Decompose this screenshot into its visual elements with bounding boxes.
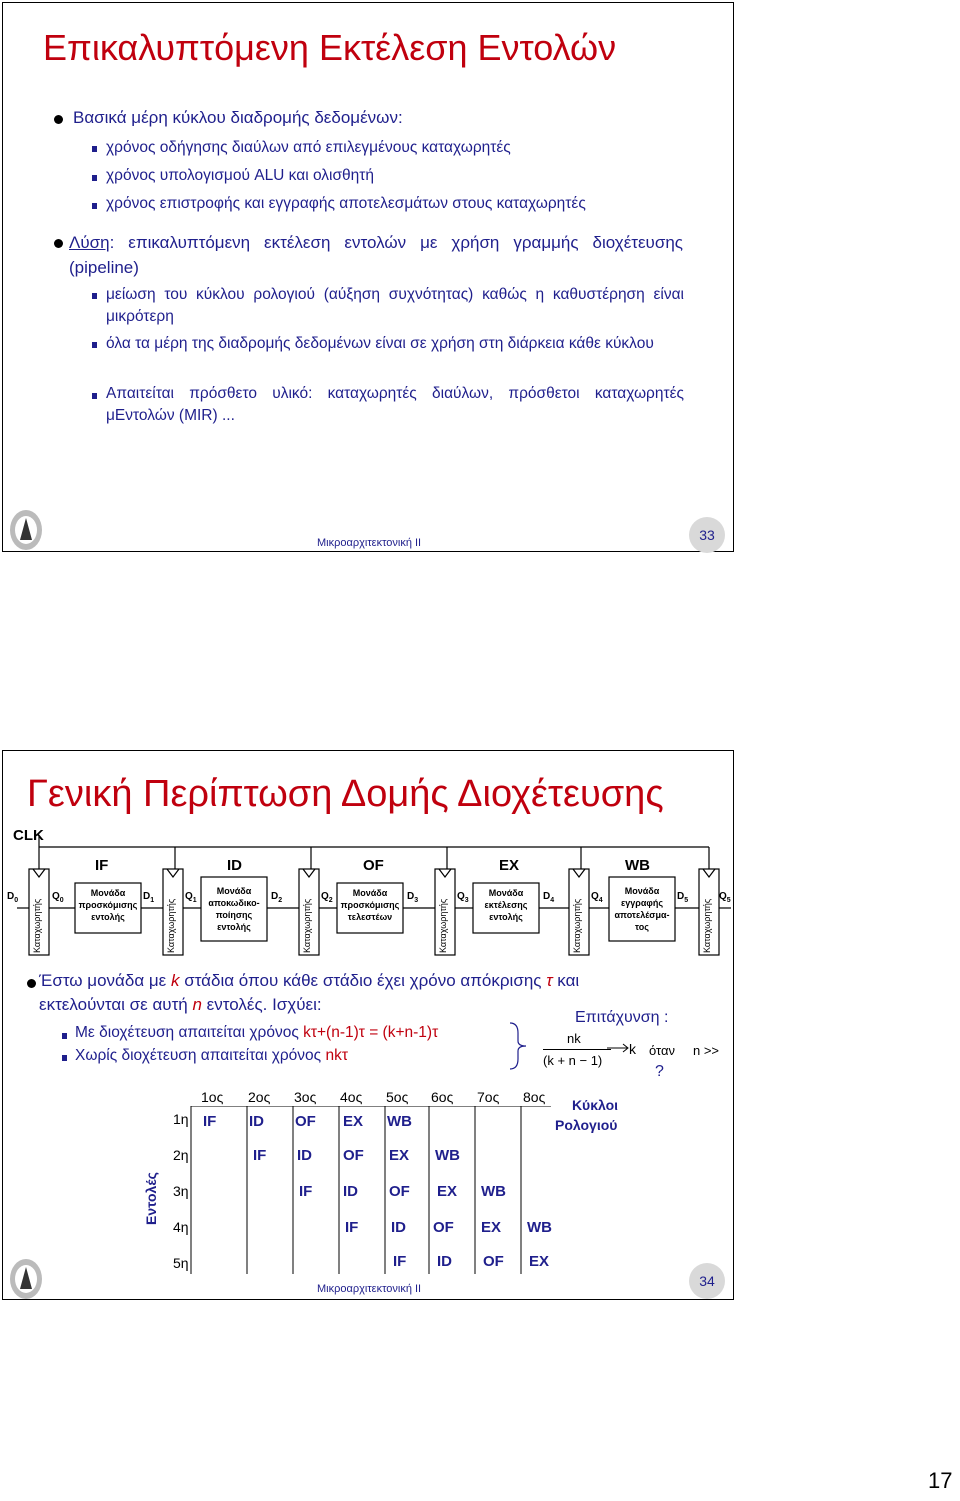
row-label: 4η bbox=[173, 1219, 189, 1235]
cell-id: ID bbox=[297, 1147, 312, 1164]
fraction-numerator: nk bbox=[567, 1031, 581, 1046]
clk-label: CLK bbox=[13, 827, 44, 844]
unit-of: Μονάδα προσκόμισης τελεστέων bbox=[340, 888, 400, 922]
unit-ex: Μονάδα εκτέλεσης εντολής bbox=[484, 888, 528, 922]
slide-number: 34 bbox=[699, 1273, 715, 1289]
d5-label: $D_5$ bbox=[677, 891, 689, 904]
cell-wb: WB bbox=[481, 1183, 506, 1200]
cell-id: ID bbox=[249, 1113, 264, 1130]
d0-label: $D_0$ bbox=[7, 891, 19, 904]
clock-cycles-label2: Ρολογιού bbox=[555, 1117, 618, 1133]
slide-number: 33 bbox=[699, 527, 715, 543]
cell-of: OF bbox=[433, 1219, 454, 1236]
cell-id: ID bbox=[437, 1253, 452, 1270]
timing-grid bbox=[183, 1106, 563, 1276]
sub-bullet-text: Απαιτείται πρόσθετο υλικό: καταχωρητές διαύλων, πρόσθετοι καταχωρητές μΕντολών (MIR) ... bbox=[106, 385, 684, 424]
cycle-label: 8ος bbox=[523, 1089, 546, 1105]
sub-bullet-marker bbox=[92, 203, 97, 209]
d3-label: $D_3$ bbox=[407, 891, 419, 904]
cell-id: ID bbox=[343, 1183, 358, 1200]
page-number-badge bbox=[685, 1263, 729, 1303]
cell-of: OF bbox=[343, 1147, 364, 1164]
unit-id: Μονάδα αποκωδικο- ποίησης εντολής bbox=[208, 886, 260, 932]
register-label: Καταχωρητής bbox=[32, 898, 42, 953]
cell-if: IF bbox=[299, 1183, 313, 1200]
bullet-text bbox=[69, 230, 683, 280]
cell-ex: EX bbox=[481, 1219, 502, 1236]
sub-bullet-text: Με διοχέτευση απαιτείται χρόνος kτ+(n-1)τ = (k+n-1)τ bbox=[75, 1024, 439, 1041]
bullet-dot bbox=[54, 115, 63, 124]
question-mark: ? bbox=[655, 1063, 664, 1080]
stage-if: IF bbox=[95, 857, 109, 874]
q1-label: $Q_1$ bbox=[185, 891, 197, 904]
register-label: Καταχωρητής bbox=[302, 898, 312, 953]
stage-id: ID bbox=[227, 857, 242, 874]
sub-bullet-marker bbox=[92, 342, 97, 348]
d2-label: $D_2$ bbox=[271, 891, 283, 904]
page-number-badge bbox=[685, 517, 729, 557]
cell-if: IF bbox=[203, 1113, 217, 1130]
speedup-label: Επιτάχυνση : bbox=[575, 1009, 669, 1026]
slide-title: Επικαλυπτόμενη Εκτέλεση Εντολών bbox=[43, 27, 617, 68]
bullet-text-line1: Έστω μονάδα με k στάδια όπου κάθε στάδιο έχει χρόνο απόκρισης τ και bbox=[39, 971, 580, 990]
fraction-line bbox=[543, 1049, 611, 1050]
register-label: Καταχωρητής bbox=[438, 898, 448, 953]
bullet-dot bbox=[54, 239, 63, 248]
sub-bullet-marker bbox=[92, 293, 97, 299]
fraction-denominator: (k + n − 1) bbox=[543, 1053, 603, 1068]
sub-bullet-marker bbox=[92, 146, 97, 152]
q0-label: $Q_0$ bbox=[52, 891, 64, 904]
sub-bullet-marker bbox=[92, 175, 97, 181]
cycle-label: 4ος bbox=[340, 1089, 363, 1105]
page-number: 17 bbox=[928, 1468, 953, 1493]
row-label: 3η bbox=[173, 1183, 189, 1199]
brace-icon bbox=[508, 1021, 530, 1071]
cell-wb: WB bbox=[387, 1113, 412, 1130]
cycle-label: 2ος bbox=[248, 1089, 271, 1105]
bullet-text-line2: εκτελούνται σε αυτή n εντολές. Ισχύει: bbox=[39, 995, 322, 1014]
cell-of: OF bbox=[295, 1113, 316, 1130]
cell-of: OF bbox=[389, 1183, 410, 1200]
cycle-label: 1ος bbox=[201, 1089, 224, 1105]
cycle-label: 7ος bbox=[477, 1089, 500, 1105]
cell-wb: WB bbox=[435, 1147, 460, 1164]
sub-bullet-text: μείωση του κύκλου ρολογιού (αύξηση συχνότητας) καθώς η καθυστέρηση είναι μικρότερη bbox=[106, 286, 684, 325]
arrow-icon bbox=[607, 1043, 631, 1053]
unit-wb: Μονάδα εγγραφής αποτελέσμα- τος bbox=[614, 886, 670, 932]
instructions-axis-label: Εντολές bbox=[143, 1172, 159, 1225]
sub-bullet-text: χρόνος οδήγησης διαύλων από επιλεγμένους καταχωρητές bbox=[106, 139, 511, 156]
cell-ex: EX bbox=[343, 1113, 364, 1130]
cell-if: IF bbox=[393, 1253, 407, 1270]
slide-title: Γενική Περίπτωση Δομής Διοχέτευσης bbox=[27, 773, 664, 815]
register-label: Καταχωρητής bbox=[572, 898, 582, 953]
register-label: Καταχωρητής bbox=[702, 898, 712, 953]
q2-label: $Q_2$ bbox=[321, 891, 333, 904]
cycle-label: 6ος bbox=[431, 1089, 454, 1105]
slide-34 bbox=[2, 750, 734, 1300]
stage-of: OF bbox=[363, 857, 384, 874]
sub-bullet-marker bbox=[92, 393, 97, 399]
cell-of: OF bbox=[483, 1253, 504, 1270]
cell-ex: EX bbox=[529, 1253, 550, 1270]
cell-ex: EX bbox=[437, 1183, 458, 1200]
stage-ex: EX bbox=[499, 857, 520, 874]
row-label: 2η bbox=[173, 1147, 189, 1163]
condition-text: n >> bbox=[693, 1043, 720, 1058]
bullet-dot bbox=[27, 979, 36, 988]
clock-cycles-label: Κύκλοι bbox=[571, 1097, 619, 1113]
solution-text: : επικαλυπτόμενη εκτέλεση εντολών με χρήση γραμμής διοχέτευσης (pipeline) bbox=[69, 233, 683, 277]
row-label: 1η bbox=[173, 1111, 189, 1127]
d4-label: $D_4$ bbox=[543, 891, 555, 904]
row-label: 5η bbox=[173, 1255, 189, 1271]
footer-text: Μικροαρχιτεκτονική ΙΙ bbox=[317, 537, 422, 549]
cell-ex: EX bbox=[389, 1147, 410, 1164]
unit-if: Μονάδα προσκόμισης εντολής bbox=[78, 888, 138, 922]
cell-id: ID bbox=[391, 1219, 406, 1236]
stage-wb: WB bbox=[625, 857, 650, 874]
cell-wb: WB bbox=[527, 1219, 552, 1236]
when-text: όταν bbox=[649, 1043, 676, 1058]
d1-label: $D_1$ bbox=[143, 891, 155, 904]
cell-if: IF bbox=[253, 1147, 267, 1164]
sub-bullet-text: Χωρίς διοχέτευση απαιτείται χρόνος nkτ bbox=[75, 1047, 348, 1064]
university-logo bbox=[8, 508, 44, 552]
q5-label: $Q_5$ bbox=[719, 891, 731, 904]
sub-bullet-text: χρόνος επιστροφής και εγγραφής αποτελεσμάτων στους καταχωρητές bbox=[106, 195, 586, 212]
sub-bullet-marker bbox=[62, 1033, 67, 1039]
sub-bullet-text: όλα τα μέρη της διαδρομής δεδομένων είναι σε χρήση στη διάρκεια κάθε κύκλου bbox=[106, 335, 654, 352]
limit-k: k bbox=[629, 1041, 636, 1057]
slide-33 bbox=[2, 2, 734, 552]
sub-bullet-marker bbox=[62, 1055, 67, 1061]
cycle-label: 5ος bbox=[386, 1089, 409, 1105]
sub-bullet-text: χρόνος υπολογισμού ALU και ολισθητή bbox=[106, 167, 375, 184]
q3-label: $Q_3$ bbox=[457, 891, 469, 904]
cell-if: IF bbox=[345, 1219, 359, 1236]
university-logo bbox=[8, 1257, 44, 1301]
bullet-text: Βασικά μέρη κύκλου διαδρομής δεδομένων: bbox=[73, 108, 403, 127]
cycle-label: 3ος bbox=[294, 1089, 317, 1105]
solution-keyword: Λύση bbox=[69, 233, 110, 252]
footer-text: Μικροαρχιτεκτονική ΙΙ bbox=[317, 1283, 422, 1295]
q4-label: $Q_4$ bbox=[591, 891, 603, 904]
register-label: Καταχωρητής bbox=[166, 898, 176, 953]
